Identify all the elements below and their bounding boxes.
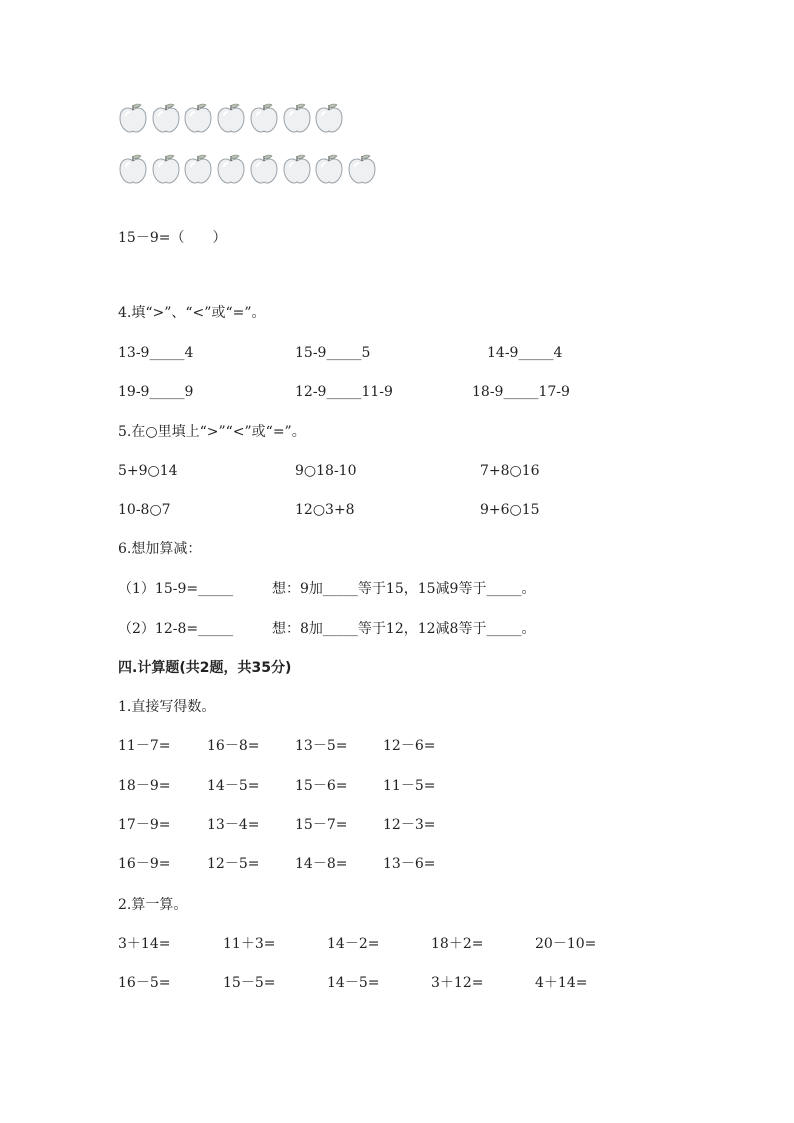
apple-icon bbox=[118, 102, 148, 134]
c1-item: 18－9= bbox=[118, 778, 171, 794]
apple-icon bbox=[314, 153, 344, 185]
c1-item: 15－7= bbox=[295, 817, 348, 833]
c1-item: 11－7= bbox=[118, 738, 171, 754]
c2-item: 20－10= bbox=[535, 936, 597, 952]
apple-icon bbox=[183, 102, 213, 134]
apple-icon bbox=[347, 153, 377, 185]
c1-item: 14－8= bbox=[295, 856, 348, 872]
apple-icon bbox=[216, 153, 246, 185]
c1-item: 12－3= bbox=[383, 817, 436, 833]
q6-item-1-expr: （1）15-9=_____ bbox=[118, 581, 234, 597]
c2-item: 3＋12= bbox=[431, 975, 484, 991]
apple-icon bbox=[314, 102, 344, 134]
apple-icon bbox=[118, 153, 148, 185]
q4-item-2: 15-9_____5 bbox=[295, 345, 371, 361]
q5-item-1: 5+9○14 bbox=[118, 463, 178, 479]
c1-title: 1.直接写得数。 bbox=[118, 699, 216, 715]
apple-icon bbox=[282, 102, 312, 134]
apple-icon bbox=[249, 102, 279, 134]
c1-item: 17－9= bbox=[118, 817, 171, 833]
q6-item-2-expr: （2）12-8=_____ bbox=[118, 621, 234, 637]
q6-title: 6.想加算减： bbox=[118, 541, 202, 557]
c2-item: 14－2= bbox=[327, 936, 380, 952]
q4-item-4: 19-9_____9 bbox=[118, 384, 194, 400]
q4-item-6: 18-9_____17-9 bbox=[472, 384, 570, 400]
c1-item: 13－6= bbox=[383, 856, 436, 872]
q5-item-6: 9+6○15 bbox=[480, 502, 540, 518]
q5-item-2: 9○18-10 bbox=[295, 463, 357, 479]
c1-item: 11－5= bbox=[383, 778, 436, 794]
c2-item: 3＋14= bbox=[118, 936, 171, 952]
c1-item: 15－6= bbox=[295, 778, 348, 794]
apple-icon bbox=[151, 153, 181, 185]
apple-icon bbox=[249, 153, 279, 185]
c1-item: 13－5= bbox=[295, 738, 348, 754]
q5-title: 5.在○里填上“>”“<”或“=”。 bbox=[118, 424, 306, 440]
c2-title: 2.算一算。 bbox=[118, 897, 188, 913]
c1-item: 13－4= bbox=[207, 817, 260, 833]
apple-icon bbox=[151, 102, 181, 134]
c2-item: 15－5= bbox=[223, 975, 276, 991]
q4-item-5: 12-9_____11-9 bbox=[295, 384, 393, 400]
previous-question-expression: 15－9=（ ） bbox=[118, 230, 227, 246]
c2-item: 16－5= bbox=[118, 975, 171, 991]
q5-item-3: 7+8○16 bbox=[480, 463, 540, 479]
q4-title: 4.填“>”、“<”或“=”。 bbox=[118, 305, 266, 321]
apple-icon bbox=[183, 153, 213, 185]
q6-item-1-think: 想：9加_____等于15，15减9等于_____。 bbox=[272, 581, 536, 597]
c1-item: 12－5= bbox=[207, 856, 260, 872]
q5-item-5: 12○3+8 bbox=[295, 502, 355, 518]
c1-item: 12－6= bbox=[383, 738, 436, 754]
section-4-heading: 四.计算题(共2题，共35分) bbox=[118, 660, 292, 676]
c2-item: 18＋2= bbox=[431, 936, 484, 952]
c1-item: 16－8= bbox=[207, 738, 260, 754]
q6-item-2-think: 想：8加_____等于12，12减8等于_____。 bbox=[272, 621, 536, 637]
c2-item: 4＋14= bbox=[535, 975, 588, 991]
c1-item: 16－9= bbox=[118, 856, 171, 872]
c2-item: 11＋3= bbox=[223, 936, 276, 952]
q4-item-3: 14-9_____4 bbox=[487, 345, 563, 361]
c1-item: 14－5= bbox=[207, 778, 260, 794]
c2-item: 14－5= bbox=[327, 975, 380, 991]
q5-item-4: 10-8○7 bbox=[118, 502, 171, 518]
q4-item-1: 13-9_____4 bbox=[118, 345, 194, 361]
apple-icon bbox=[282, 153, 312, 185]
apple-icon bbox=[216, 102, 246, 134]
